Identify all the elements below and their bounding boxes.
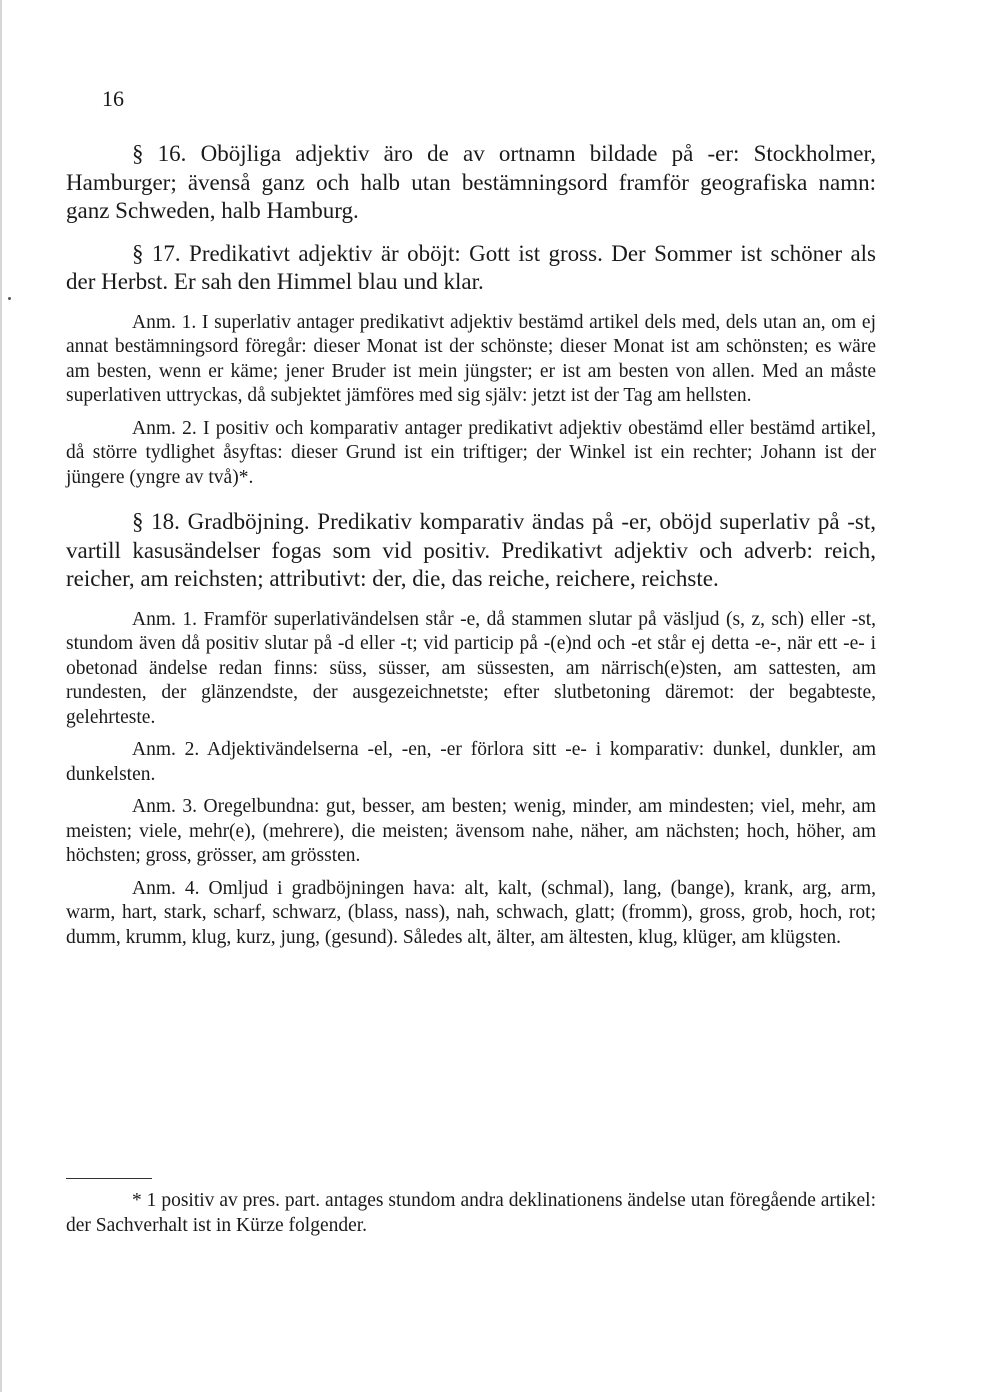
scan-speck: [8, 297, 11, 300]
note-17-anm-2: Anm. 2. I positiv och komparativ antager predikativt adjektiv obestämd eller bestämd artikel, då större tydlighet åsyftas: dieser Grund ist ein triftiger; der Winkel ist ein rechter; Johann ist der jüngere (yngre av två)*.: [66, 417, 876, 488]
note-18-anm-1: Anm. 1. Framför superlativändelsen står -e, då stammen slutar på väsljud (s, z, sch) eller -st, stundom även då positiv slutar på -d eller -t; vid particip på -(e)nd och -et står ej detta -e-, när ett -e- i obetonad ändelse redan finns: süss, süsser, am süssesten, am närrisch(e)sten, am sattesten, am rundesten, der glänzendste, der ausgezeichnetste; efter slutbetoning däremot: der begabteste, gelehrteste.: [66, 608, 876, 728]
paragraph-section-18: § 18. Gradböjning. Predikativ komparativ ändas på -er, oböjd superlativ på -st, vartill kasusändelser fogas som vid positiv. Predikativt adjektiv och adverb: reich, reicher, am reichsten; attributivt: der, die, das reiche, reichere, reichste.: [66, 509, 876, 591]
note-18-anm-4: Anm. 4. Omljud i gradböjningen hava: alt, kalt, (schmal), lang, (bange), krank, arg, arm, warm, hart, stark, scharf, schwarz, (blass, nass), nah, schwach, glatt; (fromm), gross, grob, hoch, rot; dumm, krumm, klug, kurz, jung, (gesund). Således alt, älter, am ältesten, klug, klüger, am klügsten.: [66, 877, 876, 948]
paragraph-section-16: § 16. Oböjliga adjektiv äro de av ortnamn bildade på -er: Stockholmer, Hamburger; ävenså ganz och halb utan bestämningsord framför geografiska namn: ganz Schweden, halb Hamburg.: [66, 141, 876, 223]
paragraph-section-17: § 17. Predikativt adjektiv är oböjt: Gott ist gross. Der Sommer ist schöner als der Herbst. Er sah den Himmel blau und klar.: [66, 240, 876, 294]
page-number: 16: [102, 86, 124, 111]
note-17-anm-1: Anm. 1. I superlativ antager predikativt adjektiv bestämd artikel dels med, dels utan an, om ej annat bestämningsord föregår: dieser Monat ist der schönste; dieser Monat ist am schönsten; es wäre am besten, wenn er käme; jener Bruder ist mein jüngster; er ist am besten von allen. Med an måste superlativen uttryckas, då subjektet jämföres med sig själv: jetzt ist der Tag am hellsten.: [66, 311, 876, 406]
note-18-anm-2: Anm. 2. Adjektivändelserna -el, -en, -er förlora sitt -e- i komparativ: dunkel, dunkler, am dunkelsten.: [66, 739, 876, 785]
footnote-separator: [66, 1178, 152, 1179]
note-18-anm-3: Anm. 3. Oregelbundna: gut, besser, am besten; wenig, minder, am mindesten; viel, mehr, am meisten; viele, mehr(e), (mehrere), die meisten; ävensom nahe, näher, am nächsten; hoch, höher, am höchsten; gross, grösser, am grössten.: [66, 796, 876, 866]
text-block: [66, 140, 876, 950]
footnote: * 1 positiv av pres. part. antages stundom andra deklinationens ändelse utan föregående artikel: der Sachverhalt ist in Kürze folgender.: [66, 1190, 876, 1236]
